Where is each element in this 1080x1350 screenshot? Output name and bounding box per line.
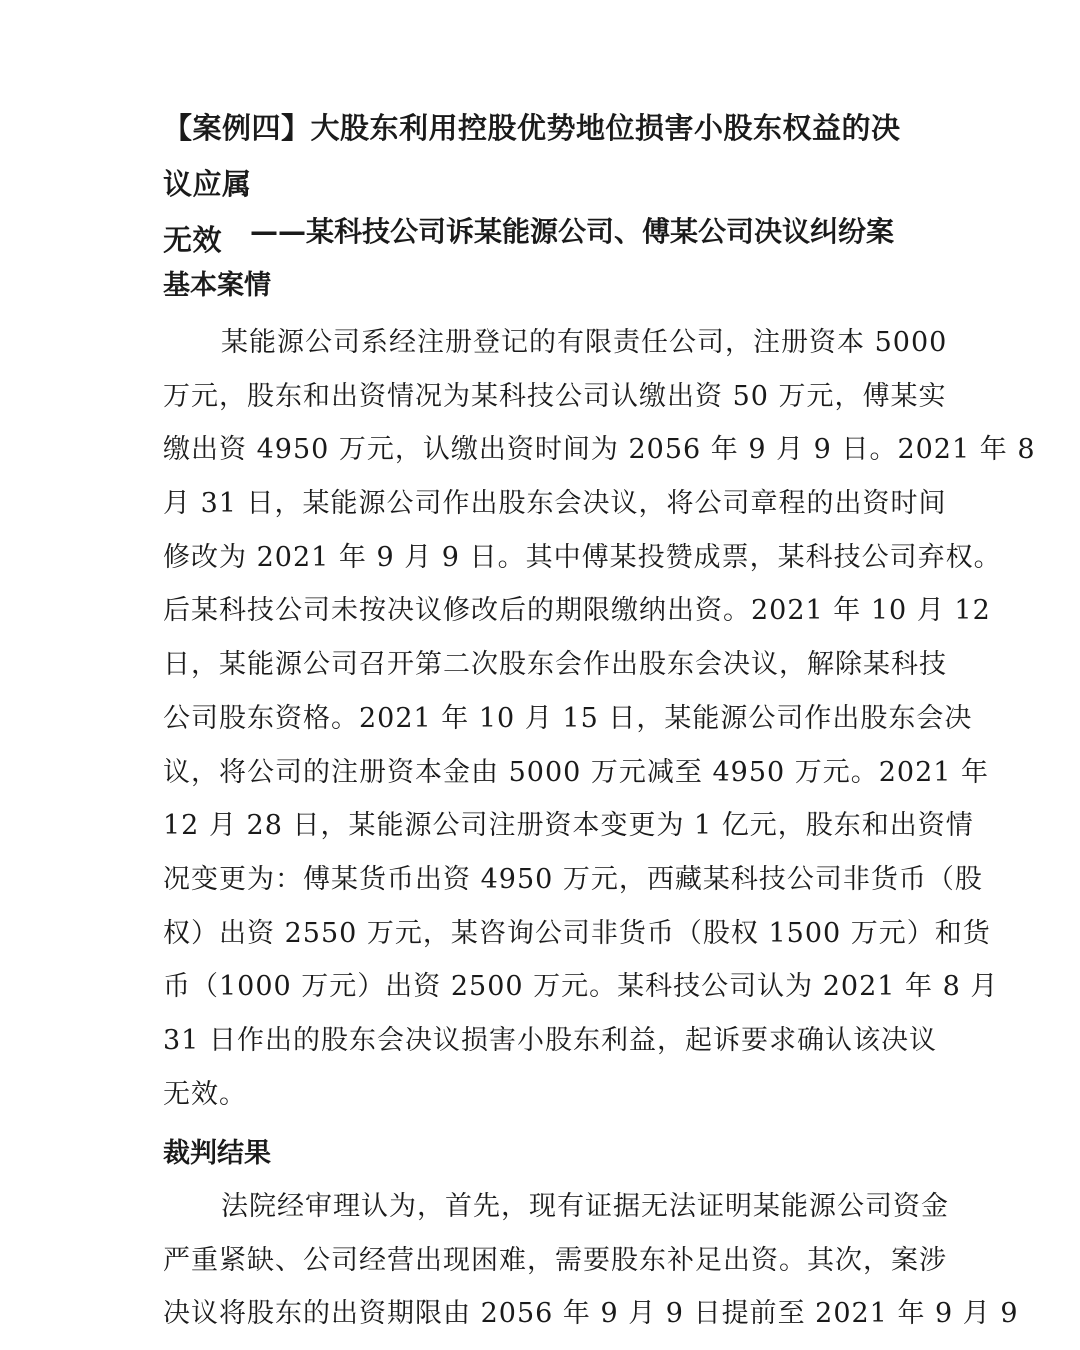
paragraph-line: 缴出资 4950 万元，认缴出资时间为 2056 年 9 月 9 日。2021 年 8 xyxy=(163,434,1036,466)
paragraph-line: 后某科技公司未按决议修改后的期限缴纳出资。2021 年 10 月 12 xyxy=(163,595,991,627)
paragraph-line: 公司股东资格。2021 年 10 月 15 日，某能源公司作出股东会决 xyxy=(163,702,973,734)
paragraph-line: 31 日作出的股东会决议损害小股东利益，起诉要求确认该决议 xyxy=(163,1024,937,1056)
paragraph-line: 法院经审理认为，首先，现有证据无法证明某能源公司资金 xyxy=(221,1191,949,1222)
paragraph-line: 无效。 xyxy=(163,1078,247,1110)
paragraph-line: 议，将公司的注册资本金由 5000 万元减至 4950 万元。2021 年 xyxy=(163,756,990,788)
paragraph-line: 月 31 日，某能源公司作出股东会决议，将公司章程的出资时间 xyxy=(163,488,947,520)
paragraph-line: 权）出资 2550 万元，某咨询公司非货币（股权 1500 万元）和货 xyxy=(163,917,991,949)
paragraph-line: 修改为 2021 年 9 月 9 日。其中傅某投赞成票，某科技公司弃权。 xyxy=(163,541,1002,573)
paragraph-line: 12 月 28 日，某能源公司注册资本变更为 1 亿元，股东和出资情 xyxy=(163,810,974,842)
section-heading-judgment: 裁判结果 xyxy=(163,1138,271,1169)
paragraph-line: 况变更为：傅某货币出资 4950 万元，西藏某科技公司非货币（股 xyxy=(163,863,983,895)
paragraph-line: 某能源公司系经注册登记的有限责任公司，注册资本 5000 xyxy=(221,327,948,358)
title-line-1: 【案例四】大股东利用控股优势地位损害小股东权益的决议应属 xyxy=(163,111,901,201)
section-body-judgment xyxy=(163,1180,1019,1341)
title-line-2: 无效 xyxy=(163,223,223,257)
paragraph-line: 日，某能源公司召开第二次股东会作出股东会决议，解除某科技 xyxy=(163,649,947,681)
section-heading-basic-facts: 基本案情 xyxy=(163,270,271,301)
document-subtitle: ——某科技公司诉某能源公司、傅某公司决议纠纷案 xyxy=(250,215,895,248)
section-body-basic-facts xyxy=(163,316,1036,1121)
paragraph-line: 币（1000 万元）出资 2500 万元。某科技公司认为 2021 年 8 月 xyxy=(163,971,999,1003)
paragraph-line: 严重紧缺、公司经营出现困难，需要股东补足出资。其次，案涉 xyxy=(163,1244,947,1276)
paragraph-line: 决议将股东的出资期限由 2056 年 9 月 9 日提前至 2021 年 9 月 9 xyxy=(163,1298,1019,1330)
paragraph-line: 万元，股东和出资情况为某科技公司认缴出资 50 万元，傅某实 xyxy=(163,380,947,412)
